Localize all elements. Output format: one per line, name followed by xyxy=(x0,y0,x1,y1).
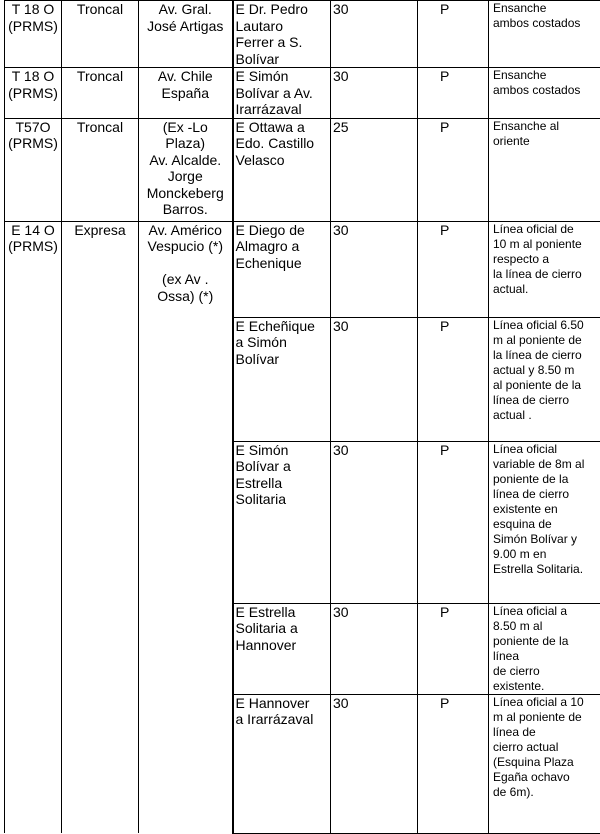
cell-tramo: E Simón Bolívar a Av. Irarrázaval xyxy=(233,68,331,119)
cell-ancho: 30 xyxy=(331,441,418,603)
table-row xyxy=(5,118,600,221)
cell-estado: P xyxy=(418,118,489,221)
table-row xyxy=(5,221,600,317)
cell-descripcion: Línea oficial 6.50 m al poniente de la línea de cierro actual y 8.50 m al poniente de la línea de cierro actual . xyxy=(489,317,600,441)
cell-ancho: 30 xyxy=(331,221,418,317)
cell-tramo: E Dr. Pedro Lautaro Ferrer a S. Bolívar xyxy=(233,1,331,68)
cell-codigo: T57O (PRMS) xyxy=(5,118,62,221)
cell-descripcion: Ensanche ambos costados xyxy=(489,68,600,119)
cell-tramo: E Echeñique a Simón Bolívar xyxy=(233,317,331,441)
cell-estado: P xyxy=(418,441,489,603)
cell-estado: P xyxy=(418,603,489,694)
cell-categoria: Troncal xyxy=(62,68,139,119)
cell-descripcion: Línea oficial a 10 m al poniente de línea de cierro actual (Esquina Plaza Egaña ochavo de 6m). xyxy=(489,694,600,833)
cell-tramo: E Estrella Solitaria a Hannover xyxy=(233,603,331,694)
cell-estado: P xyxy=(418,221,489,317)
table-row xyxy=(5,1,600,68)
cell-estado: P xyxy=(418,1,489,68)
cell-ancho: 30 xyxy=(331,694,418,833)
cell-codigo: T 18 O (PRMS) xyxy=(5,1,62,68)
cell-tramo: E Diego de Almagro a Echenique xyxy=(233,221,331,317)
cell-estado: P xyxy=(418,317,489,441)
cell-ancho: 30 xyxy=(331,603,418,694)
cell-descripcion: Línea oficial variable de 8m al poniente de la línea de cierro existente en esquina de Simón Bolívar y 9.00 m en Estrella Solitaria. xyxy=(489,441,600,603)
cell-estado: P xyxy=(418,694,489,833)
cell-ancho: 30 xyxy=(331,68,418,119)
cell-nombre: Av. Américo Vespucio (*) (ex Av . Ossa) (*) xyxy=(139,221,233,833)
cell-nombre: (Ex -Lo Plaza) Av. Alcalde. Jorge Monckeberg Barros. xyxy=(139,118,233,221)
cell-ancho: 25 xyxy=(331,118,418,221)
cell-descripcion: Ensanche ambos costados xyxy=(489,1,600,68)
cell-tramo: E Ottawa a Edo. Castillo Velasco xyxy=(233,118,331,221)
cell-codigo: E 14 O (PRMS) xyxy=(5,221,62,833)
cell-estado: P xyxy=(418,68,489,119)
cell-descripcion: Línea oficial de 10 m al poniente respecto a la línea de cierro actual. xyxy=(489,221,600,317)
cell-nombre: Av. Chile España xyxy=(139,68,233,119)
cell-ancho: 30 xyxy=(331,317,418,441)
cell-descripcion: Ensanche al oriente xyxy=(489,118,600,221)
cell-codigo: T 18 O (PRMS) xyxy=(5,68,62,119)
vialidad-table xyxy=(4,0,600,834)
cell-categoria: Troncal xyxy=(62,1,139,68)
cell-categoria: Troncal xyxy=(62,118,139,221)
cell-categoria: Expresa xyxy=(62,221,139,833)
cell-nombre: Av. Gral. José Artigas xyxy=(139,1,233,68)
cell-tramo: E Hannover a Irarrázaval xyxy=(233,694,331,833)
cell-ancho: 30 xyxy=(331,1,418,68)
table-row xyxy=(5,68,600,119)
cell-tramo: E Simón Bolívar a Estrella Solitaria xyxy=(233,441,331,603)
cell-descripcion: Línea oficial a 8.50 m al poniente de la línea de cierro existente. xyxy=(489,603,600,694)
